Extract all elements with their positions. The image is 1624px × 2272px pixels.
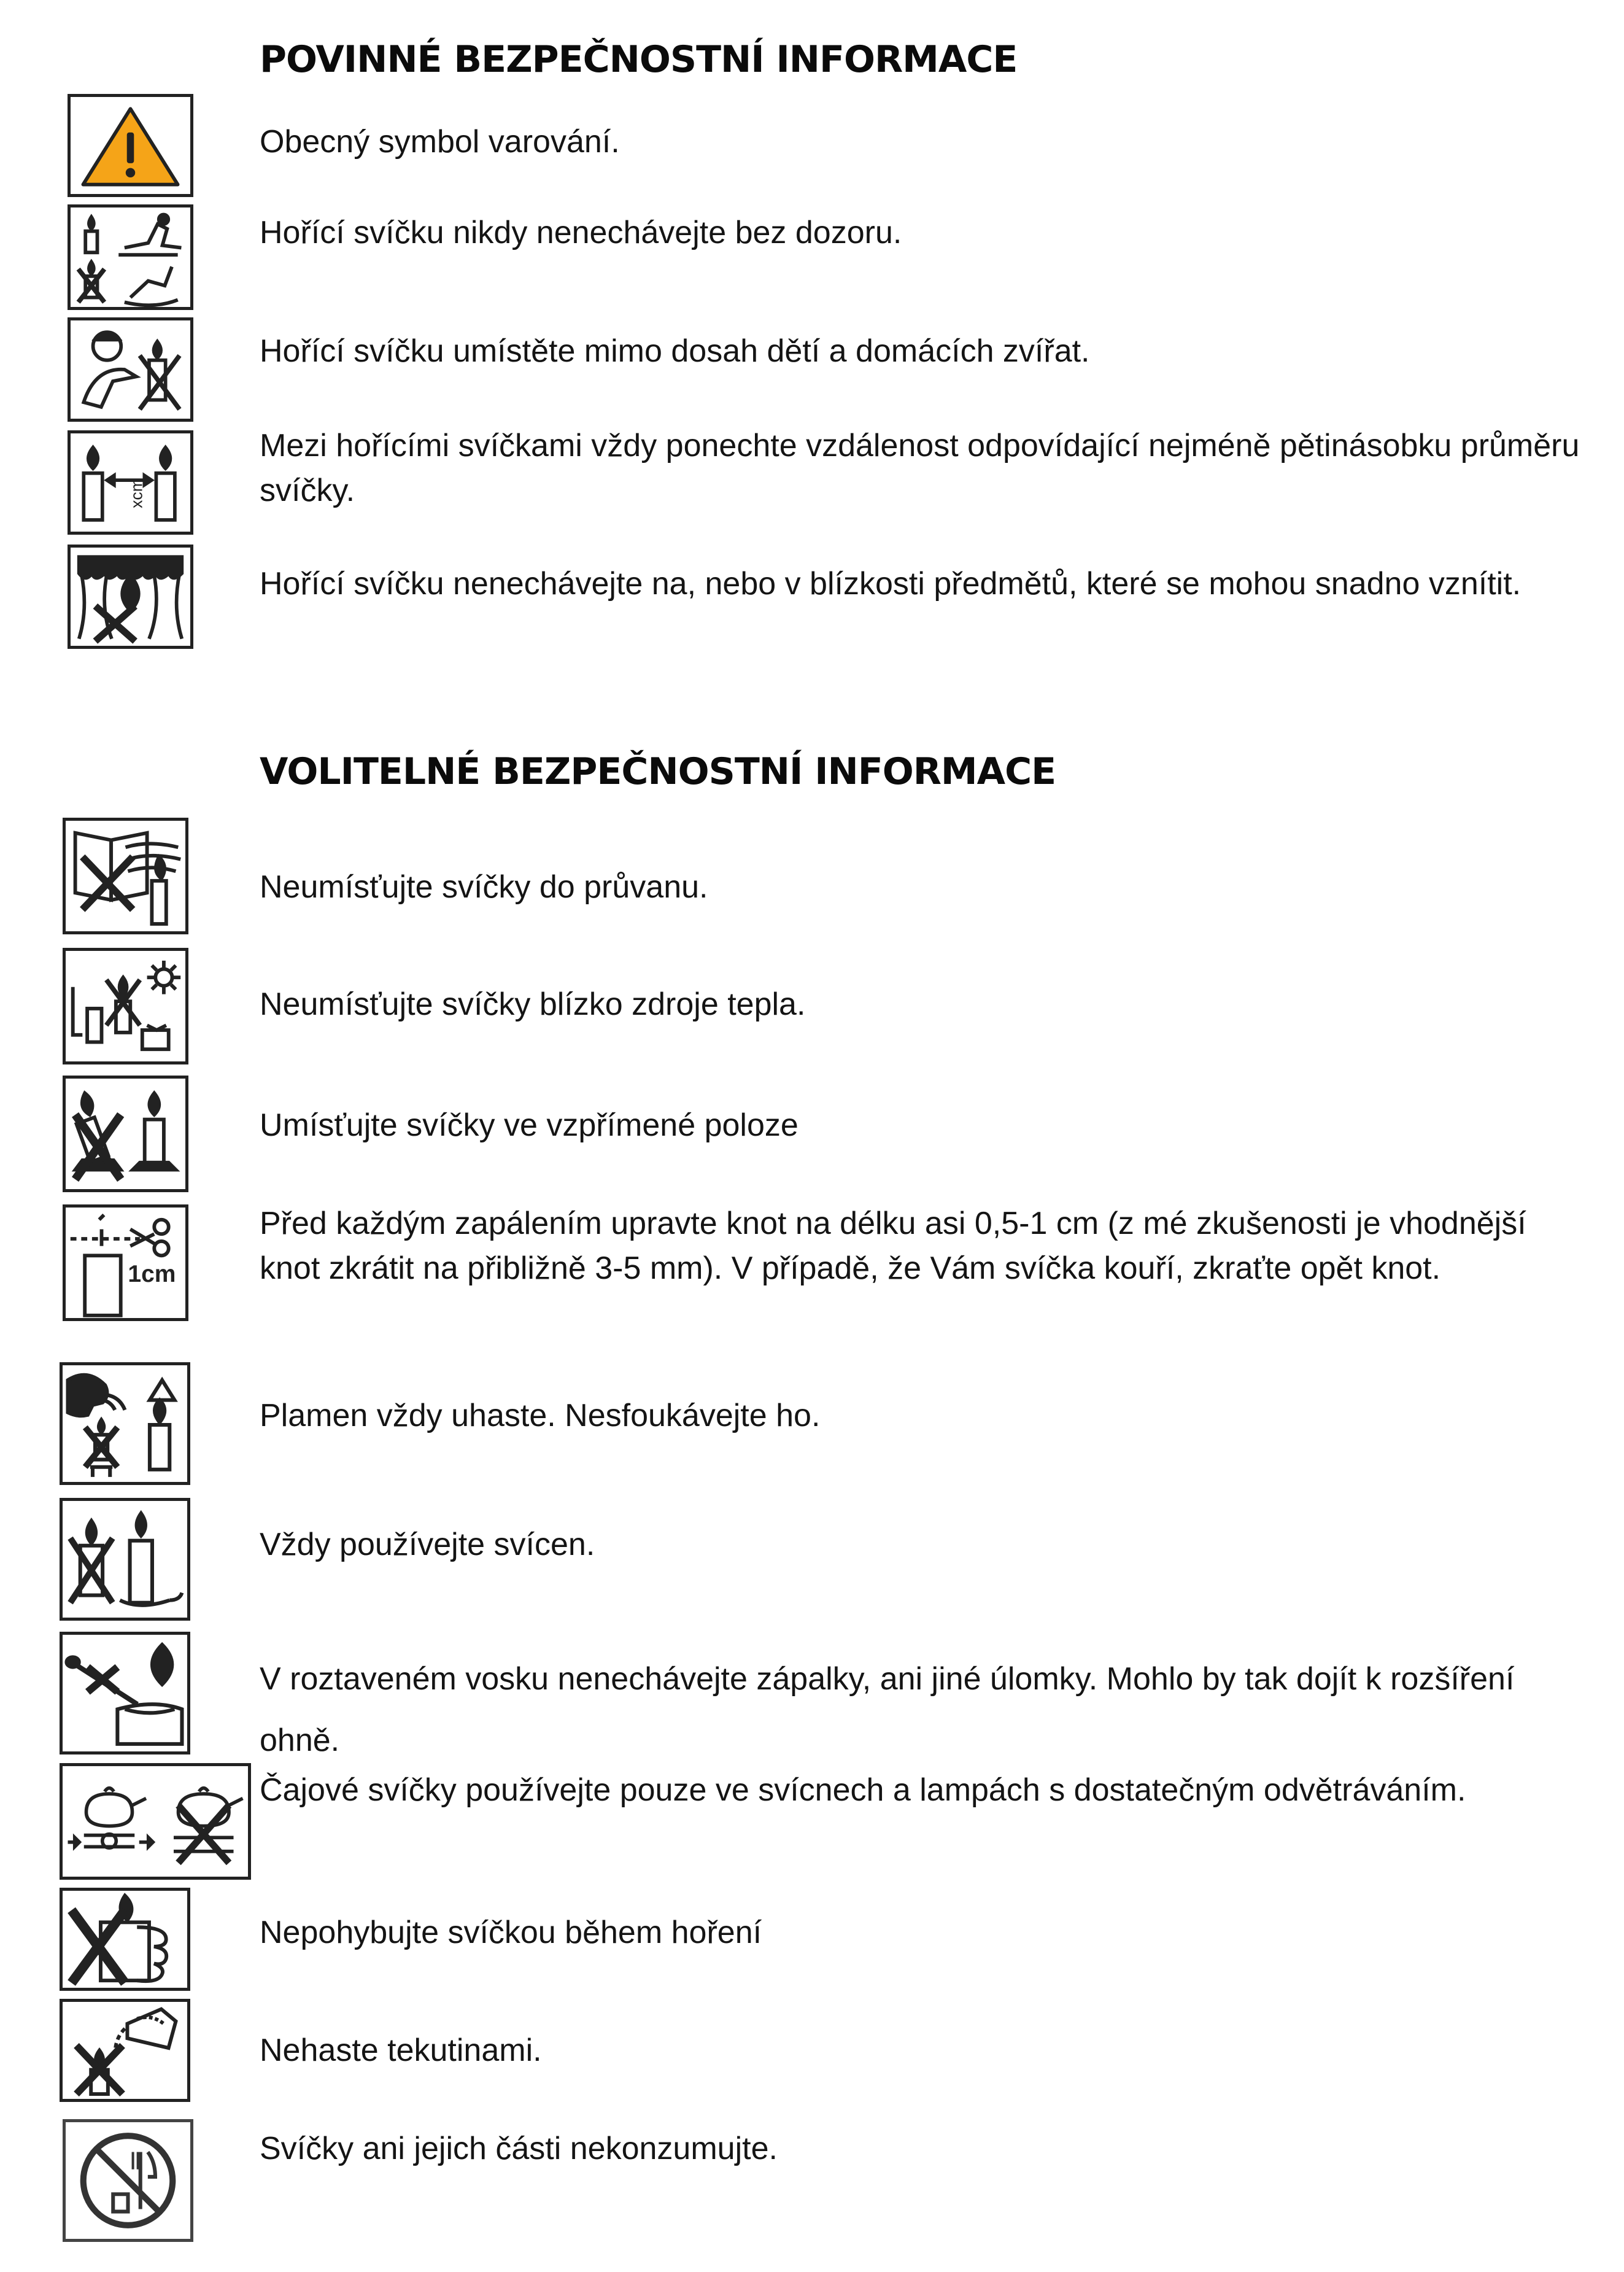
do-not-move-icon	[60, 1888, 190, 1991]
mandatory-item-3-text: Hořící svíčku umístěte mimo dosah dětí a domácích zvířat.	[260, 333, 1090, 369]
optional-item-6-text: Vždy používejte svícen.	[260, 1527, 595, 1562]
warning-icon	[68, 94, 193, 197]
optional-item-9-text: Nepohybujte svíčkou během hoření	[260, 1915, 762, 1950]
heat-source-icon	[63, 948, 188, 1064]
optional-item-5-text: Plamen vždy uhaste. Nesfoukávejte ho.	[260, 1398, 821, 1433]
tealight-ventilation-icon	[60, 1763, 251, 1880]
mandatory-item-5-text: Hořící svíčku nenechávejte na, nebo v blízkosti předmětů, které se mohou snadno vznítit.	[260, 566, 1522, 602]
mandatory-item-1-text: Obecný symbol varování.	[260, 124, 620, 160]
optional-section-title: VOLITELNÉ BEZPEČNOSTNÍ INFORMACE	[260, 750, 1056, 793]
optional-item-7-text: V roztaveném vosku nenechávejte zápalky, ani jiné úlomky. Mohlo by tak dojít k rozšíření ohně.	[260, 1661, 1515, 1758]
draught-icon	[63, 818, 188, 934]
extinguish-icon	[60, 1362, 190, 1485]
do-not-eat-icon	[63, 2119, 193, 2242]
optional-item-2-text: Neumísťujte svíčky blízko zdroje tepla.	[260, 987, 806, 1022]
optional-item-8-text: Čajové svíčky používejte pouze ve svícnech a lampách s dostatečným odvětráváním.	[260, 1772, 1466, 1808]
mandatory-item-2-text: Hořící svíčku nikdy nenechávejte bez dozoru.	[260, 215, 902, 250]
optional-item-11-text: Svíčky ani jejich části nekonzumujte.	[260, 2131, 778, 2166]
candle-distance-icon	[68, 430, 193, 535]
no-liquid-icon	[60, 1999, 190, 2102]
no-matches-in-wax-icon	[60, 1632, 190, 1754]
trim-wick-icon	[63, 1204, 188, 1321]
optional-item-4-text: Před každým zapálením upravte knot na délku asi 0,5-1 cm (z mé zkušenosti je vhodnější knot zkrátit na přibližně 3-5 mm). V případě, že Vám svíčka kouří, zkraťte opět knot.	[260, 1206, 1526, 1286]
mandatory-item-4-text: Mezi hořícími svíčkami vždy ponechte vzdálenost odpovídající nejméně pětinásobku průměru svíčky.	[260, 428, 1580, 508]
children-pets-icon	[68, 317, 193, 422]
flammable-objects-icon	[68, 545, 193, 649]
upright-position-icon	[63, 1076, 188, 1192]
optional-item-3-text: Umísťujte svíčky ve vzpřímené poloze	[260, 1107, 798, 1143]
candle-holder-icon	[60, 1498, 190, 1621]
wick-length-label: 1cm	[128, 1261, 176, 1288]
optional-item-1-text: Neumísťujte svíčky do průvanu.	[260, 869, 708, 905]
optional-item-10-text: Nehaste tekutinami.	[260, 2033, 542, 2068]
svg-text:xcm: xcm	[127, 478, 146, 508]
mandatory-section-title: POVINNÉ BEZPEČNOSTNÍ INFORMACE	[260, 38, 1018, 81]
unattended-candle-icon	[68, 204, 193, 310]
